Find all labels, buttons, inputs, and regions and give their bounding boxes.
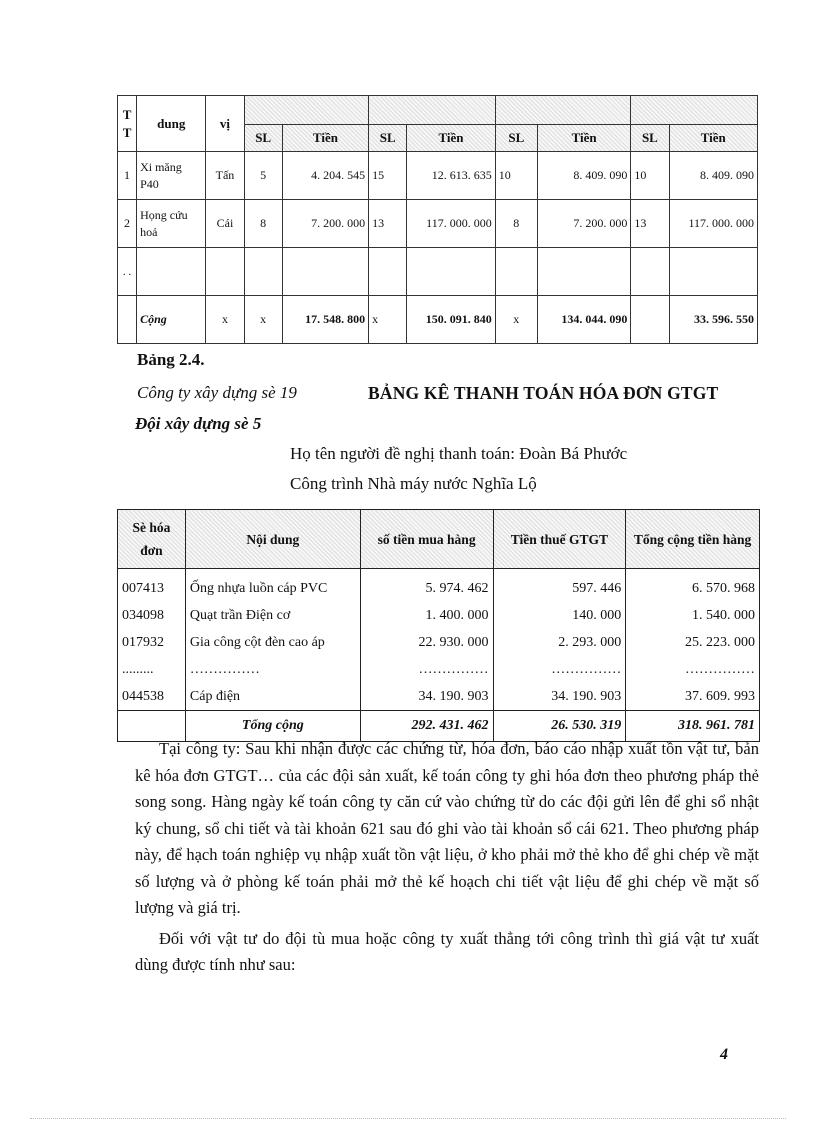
paragraph: Đối với vật tư do đội tù mua hoặc công ty xuất thẳng tới công trình thì giá vật tư xuất dùng được tính như sau: [135,928,759,974]
header-invoice-no: Sè hóa đơn [118,510,186,569]
requester: Họ tên người đề nghị thanh toán: Đoàn Bá Phước [290,444,628,463]
cell: 13 [369,200,407,248]
total-label: Cộng [137,296,206,344]
cell [631,296,669,344]
page-number: 4 [720,1046,728,1063]
header-group-4 [631,96,758,125]
table-row [118,683,760,711]
cell: x [495,296,537,344]
header-tt: T T [118,96,137,152]
row-name: Xi măng P40 [137,152,206,200]
document-title: BẢNG KÊ THANH TOÁN HÓA ĐƠN GTGT [368,383,719,403]
cell: Quạt trần Điện cơ [185,602,360,629]
header-tien: Tiền [669,125,758,152]
cell: 7. 200. 000 [282,200,368,248]
header-group-1 [244,96,369,125]
header-tien: Tiền [537,125,630,152]
header-content: dung [137,96,206,152]
cell: 597. 446 [493,569,626,603]
header-total: Tổng cộng tiền hàng [626,510,760,569]
header-vat: Tiền thuế GTGT [493,510,626,569]
cell: …………… [360,656,493,683]
header-sl: SL [631,125,669,152]
cell: 1. 400. 000 [360,602,493,629]
cell: 034098 [118,602,186,629]
header-content: Nội dung [185,510,360,569]
company-name: Công ty xây dựng sè 19 [137,383,297,402]
cell: …………… [185,656,360,683]
cell: 150. 091. 840 [407,296,495,344]
cell: Gia công cột đèn cao áp [185,629,360,656]
cell: …………… [626,656,760,683]
cell: 13 [631,200,669,248]
page-divider [30,1118,786,1119]
cell [495,248,537,296]
header-tien: Tiền [282,125,368,152]
table-row [118,152,758,200]
cell [669,248,758,296]
cell: 017932 [118,629,186,656]
paragraph: Tại công ty: Sau khi nhận được các chứng từ, hóa đơn, báo cáo nhập xuất tồn vật tư, bản kê hóa đơn GTGT… của các đội sản xuất, kế toán công ty ghi hóa đơn theo phương pháp thẻ song song. Hàng ngày kế toán công ty căn cứ vào chứng từ do các đội gửi lên để ghi sổ nhật ký chung, sổ chi tiết và tài khoản 621 sau đó ghi vào tài khoản sổ cái 621. Theo phương pháp này, để hạch toán nghiệp vụ nhập xuất tồn vật liệu, ở kho phải mở thẻ kho để ghi chép về mặt số lượng và ở phòng kế toán phải mở thẻ kế hoạch chi tiết vật liệu để ghi chép về mặt số lượng và giá trị. [135,739,759,917]
cell [118,296,137,344]
cell: 7. 200. 000 [537,200,630,248]
table-row [118,200,758,248]
cell: 4. 204. 545 [282,152,368,200]
cell: 292. 431. 462 [360,711,493,742]
row-name: Họng cứu hoả [137,200,206,248]
header-sl: SL [369,125,407,152]
cell: 318. 961. 781 [626,711,760,742]
cell: 140. 000 [493,602,626,629]
table-row [118,656,760,683]
cell: x [244,296,282,344]
cell: ......... [118,656,186,683]
cell: 5 [244,152,282,200]
cell: 5. 974. 462 [360,569,493,603]
cell: 2. 293. 000 [493,629,626,656]
header-row [118,510,760,569]
cell: Ống nhựa luồn cáp PVC [185,569,360,603]
cell: 34. 190. 903 [360,683,493,711]
cell: 26. 530. 319 [493,711,626,742]
material-summary-table [117,95,758,344]
table-label: Bảng 2.4. [137,350,205,369]
row-tt: 2 [118,200,137,248]
header-sl: SL [244,125,282,152]
cell: 134. 044. 090 [537,296,630,344]
cell [407,248,495,296]
header-sl: SL [495,125,537,152]
cell [369,248,407,296]
cell: 33. 596. 550 [669,296,758,344]
cell: 17. 548. 800 [282,296,368,344]
cell: x [369,296,407,344]
cell: 25. 223. 000 [626,629,760,656]
cell: …………… [493,656,626,683]
table-row [118,602,760,629]
cell: 10 [631,152,669,200]
project-name: Công trình Nhà máy nước Nghĩa Lộ [290,474,537,493]
cell: 8. 409. 090 [537,152,630,200]
cell: 117. 000. 000 [669,200,758,248]
table-row [118,629,760,656]
cell: 117. 000. 000 [407,200,495,248]
cell: Cáp điện [185,683,360,711]
cell [137,248,206,296]
cell [282,248,368,296]
row-unit: Tấn [206,152,244,200]
cell: 8 [495,200,537,248]
body-text [135,736,759,979]
cell: 044538 [118,683,186,711]
cell: 6. 570. 968 [626,569,760,603]
header-unit: vị [206,96,244,152]
cell: 1. 540. 000 [626,602,760,629]
cell: 22. 930. 000 [360,629,493,656]
header-group-3 [495,96,631,125]
cell: x [206,296,244,344]
cell [206,248,244,296]
cell: 34. 190. 903 [493,683,626,711]
cell: 37. 609. 993 [626,683,760,711]
row-unit: Cái [206,200,244,248]
table-row [118,248,758,296]
team-name: Đội xây dựng sè 5 [135,414,262,433]
cell: 10 [495,152,537,200]
invoice-table [117,509,760,742]
total-row [118,296,758,344]
cell: 8 [244,200,282,248]
cell: 15 [369,152,407,200]
cell: 12. 613. 635 [407,152,495,200]
cell [537,248,630,296]
cell [244,248,282,296]
table-row [118,569,760,603]
cell: 007413 [118,569,186,603]
cell: 8. 409. 090 [669,152,758,200]
cell [631,248,669,296]
header-group-2 [369,96,496,125]
total-label: Tổng cộng [185,711,360,742]
row-tt: . . [118,248,137,296]
header-tien: Tiền [407,125,495,152]
header-purchase-amount: số tiền mua hàng [360,510,493,569]
row-tt: 1 [118,152,137,200]
